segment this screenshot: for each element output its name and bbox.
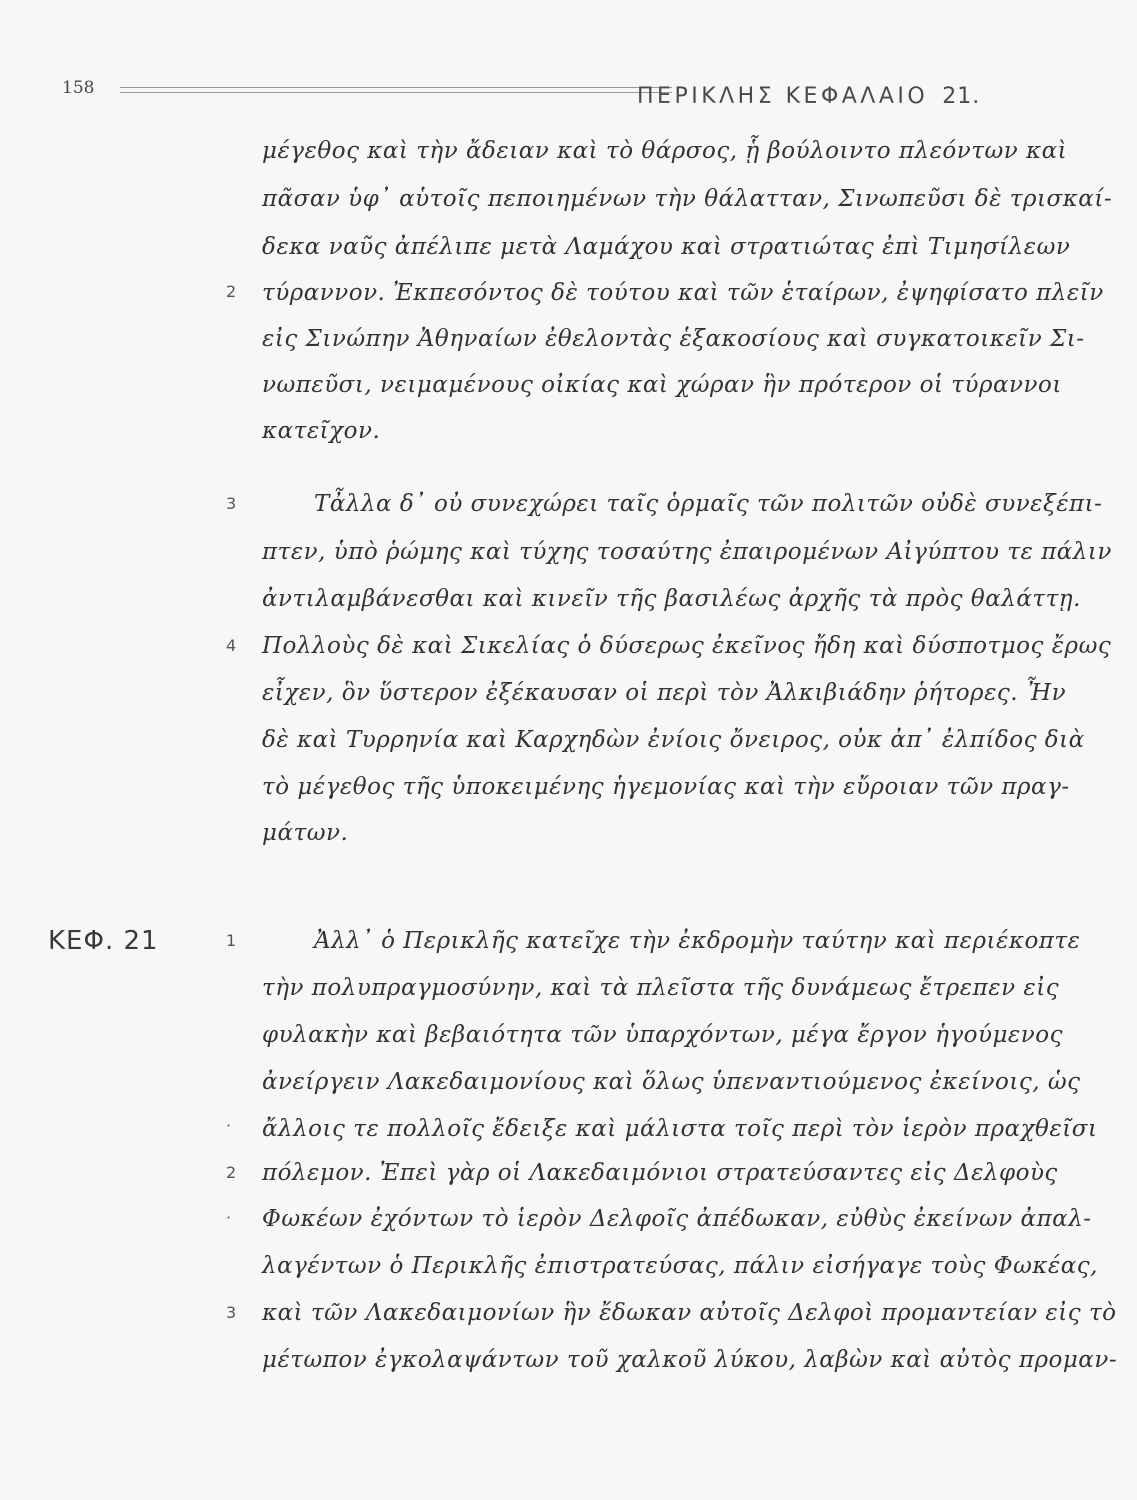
text-line: μέγεθος καὶ τὴν ἄδειαν καὶ τὸ θάρσος, ᾗ βούλοιντο πλεόντων καὶ <box>262 138 1068 164</box>
text-line: μέτωπον ἐγκολαψάντων τοῦ χαλκοῦ λύκου, λαβὼν καὶ αὐτὸς προμαν- <box>262 1347 1118 1373</box>
text-line: τύραννον. Ἐκπεσόντος δὲ τούτου καὶ τῶν ἑταίρων, ἐψηφίσατο πλεῖν <box>262 280 1104 306</box>
text-line: τὸ μέγεθος τῆς ὑποκειμένης ἡγεμονίας καὶ τὴν εὔροιαν τῶν πραγ- <box>262 774 1070 800</box>
text-line: φυλακὴν καὶ βεβαιότητα τῶν ὑπαρχόντων, μέγα ἔργον ἡγούμενος <box>262 1022 1063 1048</box>
running-head <box>637 84 1077 109</box>
text-line: ἄλλοις τε πολλοῖς ἔδειξε καὶ μάλιστα τοῖς περὶ τὸν ἱερὸν πραχθεῖσι <box>262 1116 1098 1142</box>
text-line: Ἀλλ᾽ ὁ Περικλῆς κατεῖχε τὴν ἐκδρομὴν ταύτην καὶ περιέκοπτε <box>314 928 1081 954</box>
margin-section-number: 2 <box>226 282 237 301</box>
text-line: Φωκέων ἐχόντων τὸ ἱερὸν Δελφοῖς ἀπέδωκαν, εὐθὺς ἐκείνων ἀπαλ- <box>262 1206 1092 1232</box>
running-head-title: ΠΕΡΙΚΛΗΣ ΚΕΦΑΛΑΙΟ <box>637 84 929 109</box>
text-line: Πολλοὺς δὲ καὶ Σικελίας ὁ δύσερως ἐκεῖνος ἤδη καὶ δύσποτμος ἔρως <box>262 633 1112 659</box>
text-line: ἀνείργειν Λακεδαιμονίους καὶ ὅλως ὑπεναντιούμενος ἐκείνοις, ὡς <box>262 1069 1081 1095</box>
header-rule <box>120 87 672 88</box>
margin-section-number: 4 <box>226 636 237 655</box>
chapter-label: ΚΕΦ. 21 <box>48 926 159 956</box>
text-line: κατεῖχον. <box>262 418 381 444</box>
text-line: εἰς Σινώπην Ἀθηναίων ἐθελοντὰς ἑξακοσίους καὶ συγκατοικεῖν Σι- <box>262 326 1085 352</box>
margin-section-number: 2 <box>226 1163 237 1182</box>
text-line: Τἆλλα δ᾽ οὐ συνεχώρει ταῖς ὁρμαῖς τῶν πολιτῶν οὐδὲ συνεξέπι- <box>314 491 1103 517</box>
text-line: ἀντιλαμβάνεσθαι καὶ κινεῖν τῆς βασιλέως ἀρχῆς τὰ πρὸς θαλάττῃ. <box>262 586 1081 612</box>
text-line: πτεν, ὑπὸ ῥώμης καὶ τύχης τοσαύτης ἐπαιρομένων Αἰγύπτου τε πάλιν <box>262 539 1112 565</box>
text-line: δὲ καὶ Τυρρηνία καὶ Καρχηδὼν ἐνίοις ὄνειρος, οὐκ ἀπ᾽ ἐλπίδος διὰ <box>262 727 1085 753</box>
text-line: λαγέντων ὁ Περικλῆς ἐπιστρατεύσας, πάλιν εἰσήγαγε τοὺς Φωκέας, <box>262 1253 1098 1279</box>
text-line: τὴν πολυπραγμοσύνην, καὶ τὰ πλεῖστα τῆς δυνάμεως ἔτρεπεν εἰς <box>262 975 1060 1001</box>
running-head-chapter: 21. <box>942 84 981 109</box>
page-header <box>62 72 1082 112</box>
margin-section-number: 3 <box>226 494 237 513</box>
margin-section-number: 1 <box>226 931 237 950</box>
header-rule <box>120 92 672 93</box>
margin-mark: · <box>226 1208 232 1227</box>
text-line: εἶχεν, ὃν ὕστερον ἐξέκαυσαν οἱ περὶ τὸν Ἀλκιβιάδην ῥήτορες. Ἦν <box>262 680 1067 706</box>
text-line: καὶ τῶν Λακεδαιμονίων ἣν ἔδωκαν αὐτοῖς Δελφοὶ προμαντείαν εἰς τὸ <box>262 1300 1117 1326</box>
text-line: νωπεῦσι, νειμαμένους οἰκίας καὶ χώραν ἣν πρότερον οἱ τύραννοι <box>262 372 1062 398</box>
text-line: πᾶσαν ὑφ᾽ αὑτοῖς πεποιημένων τὴν θάλατταν, Σινωπεῦσι δὲ τρισκαί- <box>262 186 1113 212</box>
text-line: μάτων. <box>262 820 349 846</box>
text-line: δεκα ναῦς ἀπέλιπε μετὰ Λαμάχου καὶ στρατιώτας ἐπὶ Τιμησίλεων <box>262 234 1071 260</box>
page-number: 158 <box>62 78 95 98</box>
margin-mark: · <box>226 1116 232 1135</box>
text-line: πόλεμον. Ἐπεὶ γὰρ οἱ Λακεδαιμόνιοι στρατεύσαντες εἰς Δελφοὺς <box>262 1160 1058 1186</box>
margin-section-number: 3 <box>226 1303 237 1322</box>
